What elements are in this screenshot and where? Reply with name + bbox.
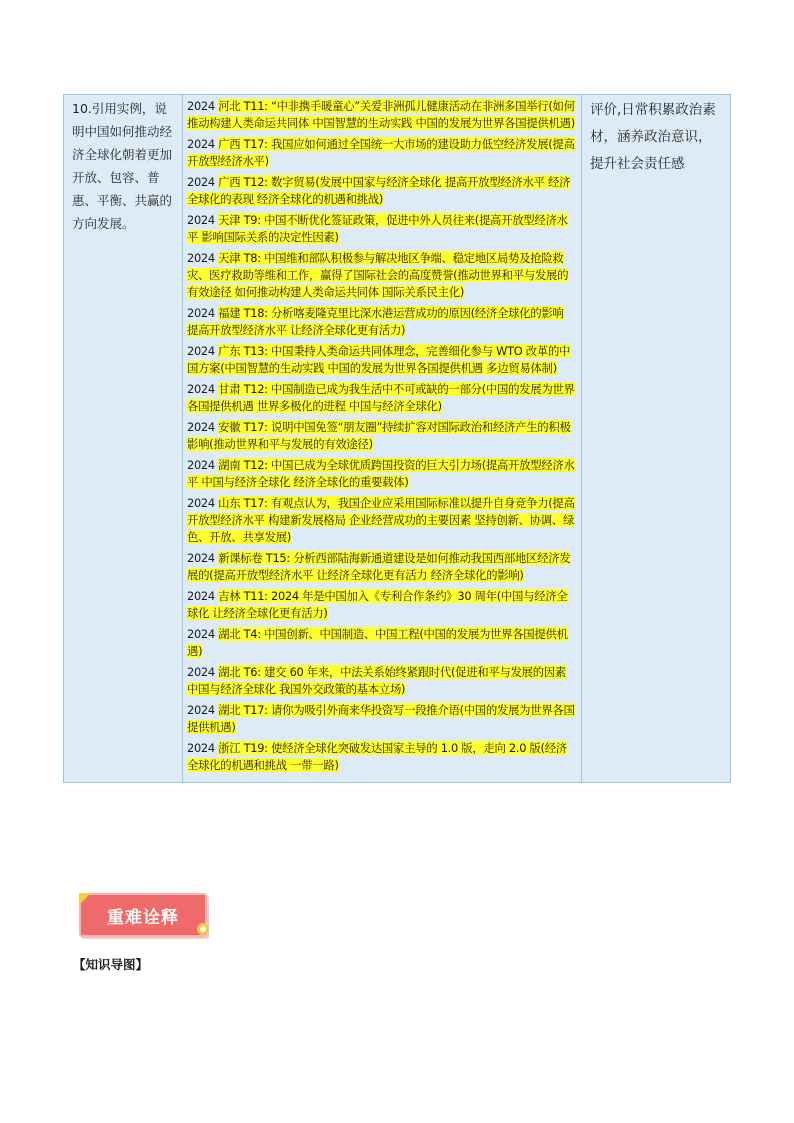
evaluation-cell <box>582 95 731 783</box>
item-year: 2024 <box>187 420 219 434</box>
exam-items-cell <box>183 95 582 783</box>
item-year: 2024 <box>187 137 219 151</box>
list-item <box>187 419 577 453</box>
item-year: 2024 <box>187 589 219 603</box>
list-item <box>187 305 577 339</box>
item-highlighted-text: 福建 T18: 分析喀麦隆克里比深水港运营成功的原因(经济全球化的影响 提高开放型经济水平 让经济全球化更有活力) <box>187 306 564 337</box>
item-year: 2024 <box>187 496 219 510</box>
item-year: 2024 <box>187 99 219 113</box>
item-highlighted-text: 甘肃 T12: 中国制造已成为我生活中不可或缺的一部分(中国的发展为世界各国提供机遇 世界多极化的进程 中国与经济全球化) <box>187 382 575 413</box>
item-year: 2024 <box>187 344 219 358</box>
list-item <box>187 626 577 660</box>
item-highlighted-text: 湖北 T6: 建交 60 年来，中法关系始终紧跟时代(促进和平与发展的因素 中国与经济全球化 我国外交政策的基本立场) <box>187 665 567 696</box>
item-highlighted-text: 安徽 T17: 说明中国免签“朋友圈”持续扩容对国际政治和经济产生的积极影响(推动世界和平与发展的有效途径) <box>187 420 571 451</box>
item-highlighted-text: 新课标卷 T15: 分析西部陆海新通道建设是如何推动我国西部地区经济发展的(提高开放型经济水平 让经济全球化更有活力 经济全球化的影响) <box>187 551 571 582</box>
item-highlighted-text: 天津 T8: 中国维和部队积极参与解决地区争端、稳定地区局势及抢险救灾、医疗救助等维和工作，赢得了国际社会的高度赞誉(推动世界和平与发展的有效途径 如何推动构建人类命运共同体 国际关系民主化) <box>187 251 569 299</box>
item-year: 2024 <box>187 382 219 396</box>
item-highlighted-text: 山东 T17: 有观点认为，我国企业应采用国际标准以提升自身竞争力(提高开放型经济水平 构建新发展格局 企业经营成功的主要因素 坚持创新、协调、绿色、开放、共享发展) <box>187 496 575 544</box>
item-highlighted-text: 吉林 T11: 2024 年是中国加入《专利合作条约》30 周年(中国与经济全球化 让经济全球化更有活力) <box>187 589 568 620</box>
list-item <box>187 588 577 622</box>
evaluation-text: 评价,日常积累政治素材，涵养政治意识，提升社会责任感 <box>590 102 716 172</box>
list-item <box>187 381 577 415</box>
item-year: 2024 <box>187 665 219 679</box>
goal-cell <box>64 95 183 783</box>
list-item <box>187 550 577 584</box>
section-badge-title: 重难诠释 <box>107 907 179 928</box>
item-year: 2024 <box>187 627 219 641</box>
list-item <box>187 740 577 774</box>
list-item <box>187 702 577 736</box>
list-item <box>187 495 577 546</box>
list-item <box>187 98 577 132</box>
item-year: 2024 <box>187 551 219 565</box>
item-highlighted-text: 广西 T12: 数字贸易(发展中国家与经济全球化 提高开放型经济水平 经济全球化的表现 经济全球化的机遇和挑战) <box>187 175 571 206</box>
section-badge <box>79 893 209 937</box>
item-year: 2024 <box>187 741 219 755</box>
learning-goal-text: 10.引用实例，说明中国如何推动经济全球化朝着更加开放、包容、普惠、平衡、共赢的方向发展。 <box>72 101 173 231</box>
exam-question-table <box>63 94 731 783</box>
item-year: 2024 <box>187 458 219 472</box>
item-highlighted-text: 河北 T11: “中非携手暖童心”关爱非洲孤儿健康活动在非洲多国举行(如何推动构建人类命运共同体 中国智慧的生动实践 中国的发展为世界各国提供机遇) <box>187 99 575 130</box>
item-highlighted-text: 湖北 T4: 中国创新、中国制造、中国工程(中国的发展为世界各国提供机遇) <box>187 627 568 658</box>
item-year: 2024 <box>187 251 219 265</box>
list-item <box>187 250 577 301</box>
knowledge-map-title: 【知识导图】 <box>73 957 149 972</box>
list-item <box>187 212 577 246</box>
list-item <box>187 136 577 170</box>
item-highlighted-text: 广西 T17: 我国应如何通过全国统一大市场的建设助力低空经济发展(提高开放型经济水平) <box>187 137 575 168</box>
item-year: 2024 <box>187 175 219 189</box>
item-year: 2024 <box>187 703 219 717</box>
item-highlighted-text: 湖北 T17: 请你为吸引外商来华投资写一段推介语(中国的发展为世界各国提供机遇) <box>187 703 575 734</box>
list-item <box>187 174 577 208</box>
item-highlighted-text: 浙江 T19: 使经济全球化突破发达国家主导的 1.0 版，走向 2.0 版(经济全球化的机遇和挑战 一带一路) <box>187 741 567 772</box>
list-item <box>187 343 577 377</box>
item-highlighted-text: 广东 T13: 中国秉持人类命运共同体理念，完善细化参与 WTO 改革的中国方案(中国智慧的生动实践 中国的发展为世界各国提供机遇 多边贸易体制) <box>187 344 571 375</box>
list-item <box>187 664 577 698</box>
item-highlighted-text: 天津 T9: 中国不断优化签证政策，促进中外人员往来(提高开放型经济水平 影响国际关系的决定性因素) <box>187 213 568 244</box>
exam-items-list <box>183 95 581 782</box>
list-item <box>187 457 577 491</box>
item-year: 2024 <box>187 306 219 320</box>
item-highlighted-text: 湖南 T12: 中国已成为全球优质跨国投资的巨大引力场(提高开放型经济水平 中国与经济全球化 经济全球化的重要载体) <box>187 458 575 489</box>
item-year: 2024 <box>187 213 219 227</box>
table-row <box>64 95 731 783</box>
